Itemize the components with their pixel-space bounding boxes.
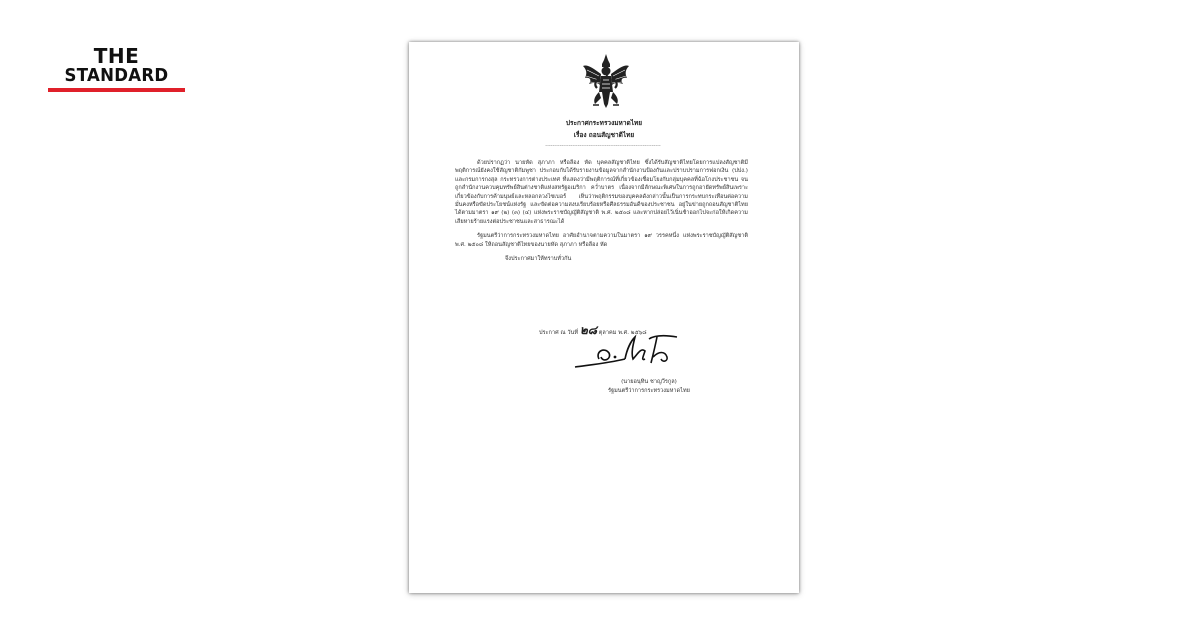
brand-logo-line2: STANDARD <box>64 65 169 86</box>
document-subject: เรื่อง ถอนสัญชาติไทย <box>573 131 635 139</box>
signer-title: รัฐมนตรีว่าการกระทรวงมหาดไทย <box>608 388 690 394</box>
body-paragraph-1: ด้วยปรากฏว่า นายหัด สุภาภา หรือลีอง หัด บุคคลสัญชาติไทย ซึ่งได้รับสัญชาติไทยโดยการแปลงสัญชาติมีพฤติการณ์ยังคงใช้สัญชาติกัมพูชา ประกอบกับได้รับรายงานข้อมูลจากสำนักงานป้องกันและปราบปรามการฟอกเงิน (ปปง.) และกรมการกงสุล กระทรวงการต่างประเทศ ที่แสดงว่ามีพฤติการณ์ที่เกี่ยวข้องเชื่อมโยงกับกลุ่มบุคคลที่ฉ้อโกงประชาชน จนถูกสำนักงานควบคุมทรัพย์สินต่างชาติแห่งสหรัฐอเมริกา คว่ำบาตร เนื่องจากมีลักษณะพิเศษในการถูกอายัดทรัพย์สินเพราะเกี่ยวข้องกับการค้ามนุษย์และหลอกลวงไซเบอร์ เห็นว่าพฤติกรรมของบุคคลดังกล่าวนั้นเป็นการกระทบกระเทือนต่อความมั่นคงหรือขัดประโยชน์แห่งรัฐ และขัดต่อความสงบเรียบร้อยหรือศีลธรรมอันดีของประชาชน อยู่ในข่ายถูกถอนสัญชาติไทยได้ตามมาตรา ๑๙ (๒) (๓) (๔) แห่งพระราชบัญญัติสัญชาติ พ.ศ. ๒๕๐๘ และหากปล่อยไว้เนิ่นช้าออกไปจะก่อให้เกิดความเสียหายร้ายแรงต่อประชาชนและสาธารณะได้ <box>455 160 748 225</box>
document-page <box>409 42 799 593</box>
signer-name: (นายอนุทิน ชาญวีรกูล) <box>621 379 677 385</box>
signature <box>569 329 689 377</box>
brand-logo-line1: THE <box>93 44 140 68</box>
signer-block <box>569 378 729 396</box>
brand-logo-underline <box>48 88 185 92</box>
title-separator: ---------------------------------------------------------------- <box>545 143 661 149</box>
date-day-handwritten: ๒๘ <box>579 323 597 337</box>
document-body <box>455 159 748 269</box>
garuda-emblem-icon <box>581 52 631 112</box>
brand-logo <box>48 46 185 92</box>
date-prefix: ประกาศ ณ วันที่ <box>539 330 579 336</box>
body-paragraph-2: รัฐมนตรีว่าการกระทรวงมหาดไทย อาศัยอำนาจตามความในมาตรา ๑๙ วรรคหนึ่ง แห่งพระราชบัญญัติสัญชาติ พ.ศ. ๒๕๐๘ ให้ถอนสัญชาติไทยของนายหัด สุภาภา หรือลีอง หัด <box>455 233 748 248</box>
date-suffix: ตุลาคม พ.ศ. ๒๕๖๘ <box>598 330 647 336</box>
document-title: ประกาศกระทรวงมหาดไทย <box>565 119 643 127</box>
closing-line: จึงประกาศมาให้ทราบทั่วกัน <box>505 256 572 263</box>
